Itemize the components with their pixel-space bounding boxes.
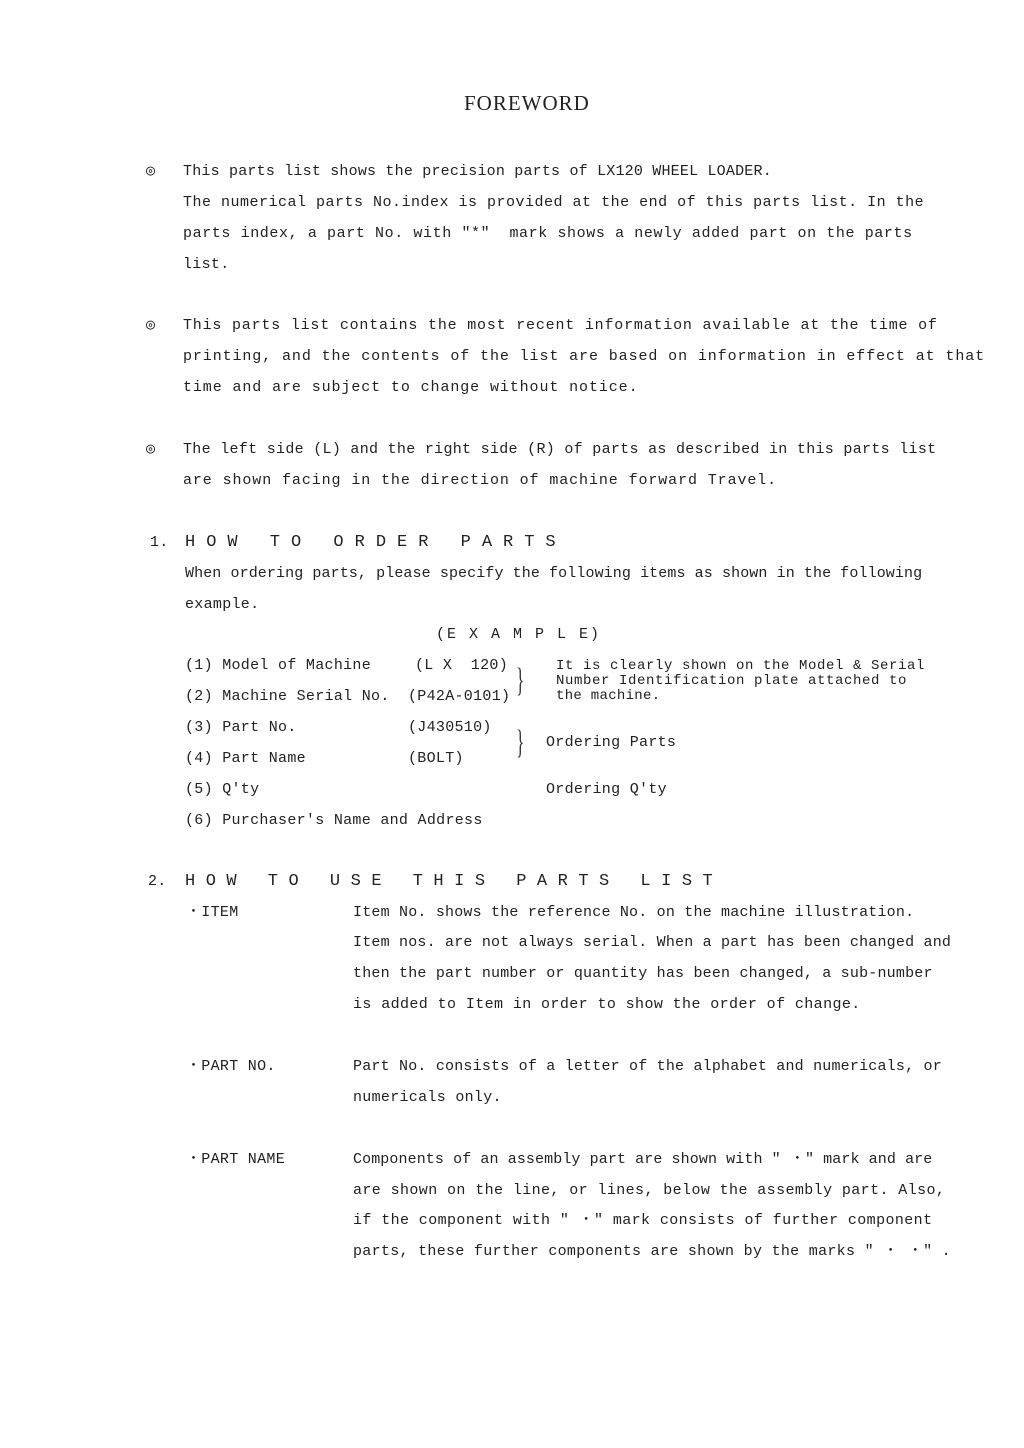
brace-icon: } <box>516 724 525 761</box>
note-line: list. <box>183 256 230 273</box>
section-heading: HOW TO ORDER PARTS <box>185 533 567 552</box>
plate-note-line: the machine. <box>556 688 661 704</box>
note-line: The left side (L) and the right side (R) of parts as described in this parts list <box>183 441 937 458</box>
double-circle-bullet-icon: ◎ <box>146 317 156 334</box>
note-line: time and are subject to change without notice. <box>183 379 639 396</box>
double-circle-bullet-icon: ◎ <box>146 163 156 180</box>
definition-line: Part No. consists of a letter of the alphabet and numericals, or <box>353 1058 942 1075</box>
note-line: parts index, a part No. with "*" mark shows a newly added part on the parts <box>183 225 913 242</box>
example-label: (E X A M P L E) <box>436 626 602 643</box>
definition-line: then the part number or quantity has been changed, a sub-number <box>353 965 933 982</box>
example-item-label: (1) Model of Machine <box>185 657 372 674</box>
term-part-no: ・PART NO. <box>186 1058 276 1075</box>
section-number: 1. <box>150 534 169 551</box>
section-number: 2. <box>148 873 167 890</box>
definition-line: Item nos. are not always serial. When a part has been changed and <box>353 934 952 951</box>
ordering-parts-note: Ordering Parts <box>546 734 677 751</box>
intro-line: example. <box>185 596 260 613</box>
plate-note-line: Number Identification plate attached to <box>556 673 908 689</box>
example-item-label: (6) Purchaser's Name and Address <box>185 812 483 829</box>
plate-note-line: It is clearly shown on the Model & Serial <box>556 658 926 674</box>
example-item-value: (L X 120) <box>415 657 509 674</box>
brace-icon: } <box>516 662 525 699</box>
term-part-name: ・PART NAME <box>186 1151 286 1168</box>
example-item-value: (BOLT) <box>408 750 464 767</box>
definition-line: are shown on the line, or lines, below the assembly part. Also, <box>353 1182 946 1199</box>
term-item: ・ITEM <box>186 904 239 921</box>
definition-line: parts, these further components are shown by the marks " ・ ・" . <box>353 1243 951 1260</box>
definition-line: is added to Item in order to show the order of change. <box>353 996 861 1013</box>
ordering-qty-note: Ordering Q'ty <box>546 781 667 798</box>
example-item-value: (J430510) <box>408 719 492 736</box>
definition-line: Components of an assembly part are shown with " ・" mark and are <box>353 1151 933 1168</box>
definition-line: Item No. shows the reference No. on the machine illustration. <box>353 904 915 921</box>
note-line: printing, and the contents of the list are based on information in effect at that <box>183 348 986 365</box>
double-circle-bullet-icon: ◎ <box>146 441 156 458</box>
definition-line: if the component with " ・" mark consists of further component <box>353 1212 933 1229</box>
page-title: FOREWORD <box>464 91 590 115</box>
example-item-label: (3) Part No. <box>185 719 297 736</box>
intro-line: When ordering parts, please specify the following items as shown in the following <box>185 565 923 582</box>
note-line: The numerical parts No.index is provided at the end of this parts list. In the <box>183 194 925 211</box>
note-line: This parts list contains the most recent information available at the time of <box>183 317 938 334</box>
note-line: This parts list shows the precision parts of LX120 WHEEL LOADER. <box>183 163 772 180</box>
note-line: are shown facing in the direction of machine forward Travel. <box>183 472 778 489</box>
example-item-label: (5) Q'ty <box>185 781 260 798</box>
definition-line: numericals only. <box>353 1089 502 1106</box>
example-item-label: (4) Part Name <box>185 750 306 767</box>
section-heading: HOW TO USE THIS PARTS LIST <box>185 872 724 891</box>
example-item-label: (2) Machine Serial No. <box>185 688 390 705</box>
example-item-value: (P42A-0101) <box>408 688 511 705</box>
